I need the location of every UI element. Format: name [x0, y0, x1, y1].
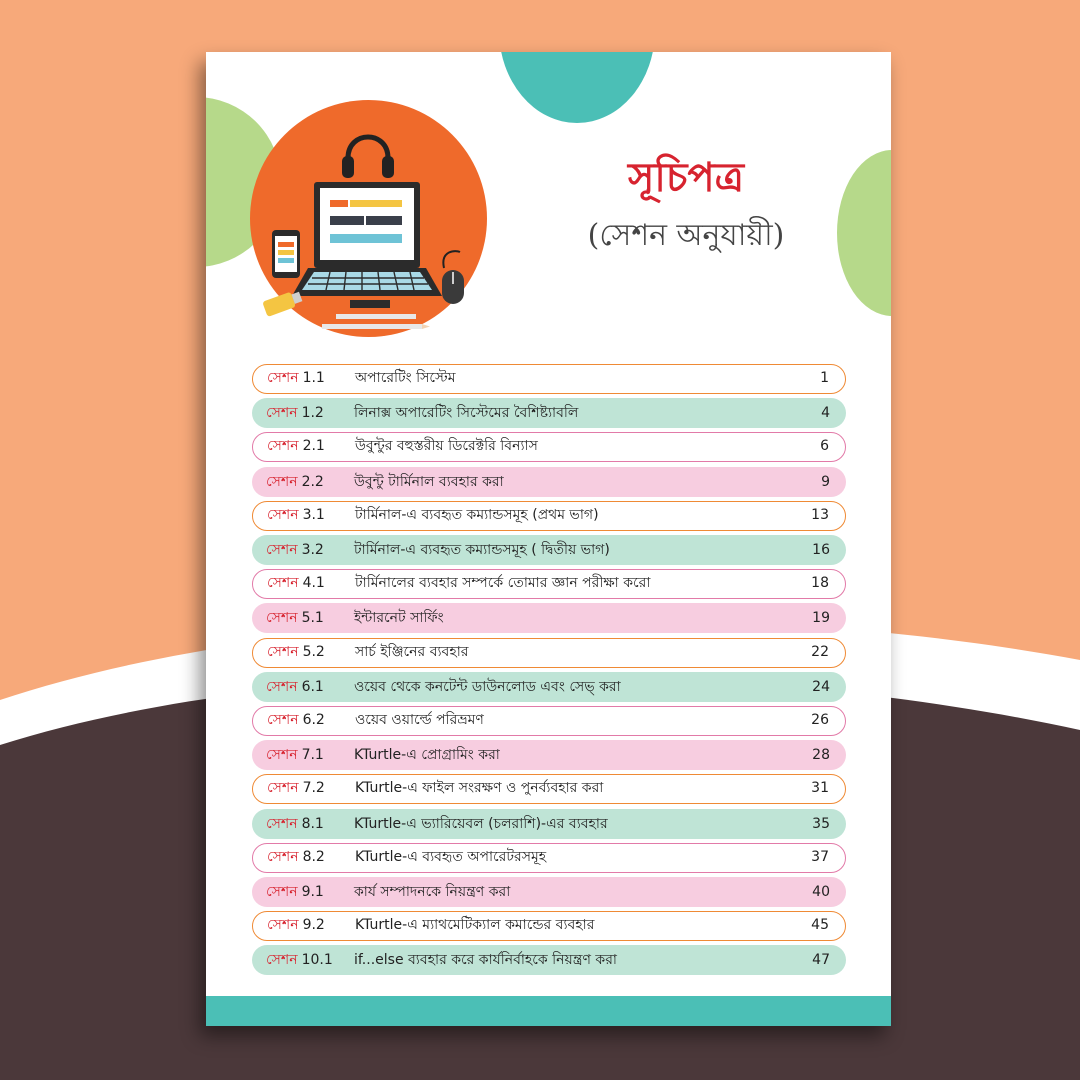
session-title: টার্মিনালের ব্যবহার সম্পর্কে তোমার জ্ঞান পরীক্ষা করো — [355, 575, 651, 592]
toc-row[interactable] — [252, 432, 846, 462]
session-label — [266, 467, 324, 497]
session-number: 7.1 — [301, 747, 324, 764]
session-label — [266, 809, 324, 839]
session-number: 3.1 — [302, 506, 325, 523]
book-page — [206, 52, 891, 1026]
session-word: সেশন — [266, 678, 298, 695]
session-title: if...else ব্যবহার করে কার্যনির্বাহকে নিয়ন্ত্রণ করা — [354, 952, 617, 969]
session-label — [267, 365, 325, 392]
toc-row[interactable] — [252, 843, 846, 873]
page-number: 13 — [811, 506, 829, 523]
toc-row[interactable] — [252, 774, 846, 804]
session-title: টার্মিনাল-এ ব্যবহৃত কম্যান্ডসমূহ ( দ্বিতীয় ভাগ) — [354, 542, 610, 558]
session-label — [267, 570, 325, 597]
toc-row[interactable] — [252, 877, 846, 907]
session-word: সেশন — [267, 643, 299, 660]
session-label — [266, 672, 324, 702]
page-number: 6 — [820, 438, 829, 455]
pencil-icon — [322, 314, 430, 329]
toc-row[interactable] — [252, 364, 846, 394]
session-number: 8.1 — [301, 815, 324, 832]
session-word: সেশন — [267, 506, 299, 523]
page-number: 31 — [811, 780, 829, 797]
page-number: 26 — [811, 712, 829, 728]
phone-icon — [272, 230, 300, 278]
session-number: 2.2 — [301, 473, 324, 490]
toc-row[interactable] — [252, 535, 846, 565]
session-word: সেশন — [267, 917, 299, 934]
session-label — [266, 740, 324, 770]
mouse-icon — [442, 251, 464, 304]
page-number: 9 — [821, 473, 830, 490]
footer-bar — [206, 996, 891, 1026]
page-number: 47 — [812, 952, 830, 969]
session-title: KTurtle-এ ব্যবহৃত অপারেটরসমূহ — [355, 848, 547, 865]
session-label — [267, 639, 325, 666]
session-label — [267, 433, 325, 460]
session-title: KTurtle-এ ফাইল সংরক্ষণ ও পুনর্ব্যবহার করা — [355, 780, 604, 797]
session-title: ওয়েব থেকে কনটেন্ট ডাউনলোড এবং সেভ্ করা — [354, 678, 621, 695]
session-label — [266, 398, 324, 428]
session-number: 1.1 — [302, 370, 325, 386]
laptop-icon — [292, 182, 442, 308]
toc-row[interactable] — [252, 603, 846, 633]
toc-row[interactable] — [252, 398, 846, 428]
session-label — [266, 535, 324, 565]
session-word: সেশন — [266, 884, 298, 900]
page-number: 40 — [812, 884, 830, 900]
toc-row[interactable] — [252, 569, 846, 599]
toc-row[interactable] — [252, 501, 846, 531]
session-title: উবুন্টু টার্মিনাল ব্যবহার করা — [354, 473, 504, 490]
toc-row[interactable] — [252, 706, 846, 736]
toc-row[interactable] — [252, 911, 846, 941]
session-title: ওয়েব ওয়ার্ল্ডে পরিভ্রমণ — [355, 712, 484, 728]
page-number: 22 — [811, 643, 829, 660]
session-word: সেশন — [267, 712, 299, 728]
session-title: লিনাক্স অপারেটিং সিস্টেমের বৈশিষ্ট্যাবলি — [354, 405, 579, 422]
toc-row[interactable] — [252, 945, 846, 975]
headphones-icon — [342, 137, 394, 178]
session-word: সেশন — [266, 952, 298, 969]
session-title: অপারেটিং সিস্টেম — [355, 370, 456, 386]
session-number: 9.2 — [302, 917, 325, 934]
session-number: 8.2 — [302, 848, 325, 865]
computer-illustration — [250, 100, 487, 337]
session-title: উবুন্টুর বহুস্তরীয় ডিরেক্টরি বিন্যাস — [355, 438, 538, 455]
session-number: 5.1 — [301, 610, 324, 627]
session-title: সার্চ ইঞ্জিনের ব্যবহার — [355, 643, 469, 660]
session-title: KTurtle-এ ভ্যারিয়েবল (চলরাশি)-এর ব্যবহার — [354, 815, 608, 832]
session-title: কার্য সম্পাদনকে নিয়ন্ত্রণ করা — [354, 884, 511, 900]
session-number: 5.2 — [302, 643, 325, 660]
session-number: 3.2 — [301, 542, 324, 558]
session-number: 4.1 — [302, 575, 325, 592]
session-word: সেশন — [266, 405, 298, 422]
session-number: 1.2 — [301, 405, 324, 422]
session-word: সেশন — [266, 473, 298, 490]
session-word: সেশন — [266, 815, 298, 832]
page-number: 19 — [812, 610, 830, 627]
session-word: সেশন — [266, 747, 298, 764]
page-number: 37 — [811, 848, 829, 865]
usb-drive-icon — [262, 289, 303, 317]
session-title: KTurtle-এ প্রোগ্রামিং করা — [354, 747, 500, 764]
session-label — [266, 877, 324, 907]
page-number: 35 — [812, 815, 830, 832]
page-number: 45 — [811, 917, 829, 934]
page-subtitle: (সেশন অনুযায়ী) — [587, 218, 785, 253]
session-number: 6.2 — [302, 712, 325, 728]
session-word: সেশন — [266, 542, 298, 558]
session-number: 9.1 — [301, 884, 324, 900]
session-word: সেশন — [267, 438, 299, 455]
session-word: সেশন — [267, 780, 299, 797]
session-title: টার্মিনাল-এ ব্যবহৃত কম্যান্ডসমূহ (প্রথম ভাগ) — [355, 506, 599, 523]
session-label — [267, 912, 325, 939]
session-label — [267, 844, 325, 871]
session-label — [267, 707, 325, 734]
page-title: সূচিপত্র — [628, 154, 744, 201]
session-label — [266, 603, 324, 633]
session-number: 2.1 — [302, 438, 325, 455]
decor-circle-teal — [499, 52, 655, 123]
session-word: সেশন — [267, 370, 299, 386]
toc-row[interactable] — [252, 809, 846, 839]
session-word: সেশন — [266, 610, 298, 627]
session-number: 6.1 — [301, 678, 324, 695]
decor-circle-green-right — [837, 150, 891, 316]
page-number: 4 — [821, 405, 830, 422]
session-number: 10.1 — [301, 952, 333, 969]
session-number: 7.2 — [302, 780, 325, 797]
toc-row[interactable] — [252, 467, 846, 497]
page-number: 16 — [812, 542, 830, 558]
session-title: KTurtle-এ ম্যাথমেটিক্যাল কমান্ডের ব্যবহার — [355, 917, 595, 934]
session-word: সেশন — [267, 575, 299, 592]
toc-row[interactable] — [252, 638, 846, 668]
toc-row[interactable] — [252, 740, 846, 770]
session-word: সেশন — [267, 848, 299, 865]
page-number: 1 — [820, 370, 829, 386]
page-number: 18 — [811, 575, 829, 592]
toc-row[interactable] — [252, 672, 846, 702]
session-label — [267, 775, 325, 802]
session-label — [266, 945, 333, 975]
session-title: ইন্টারনেট সার্ফিং — [354, 610, 444, 627]
page-number: 28 — [812, 747, 830, 764]
page-number: 24 — [812, 678, 830, 695]
session-label — [267, 502, 325, 529]
